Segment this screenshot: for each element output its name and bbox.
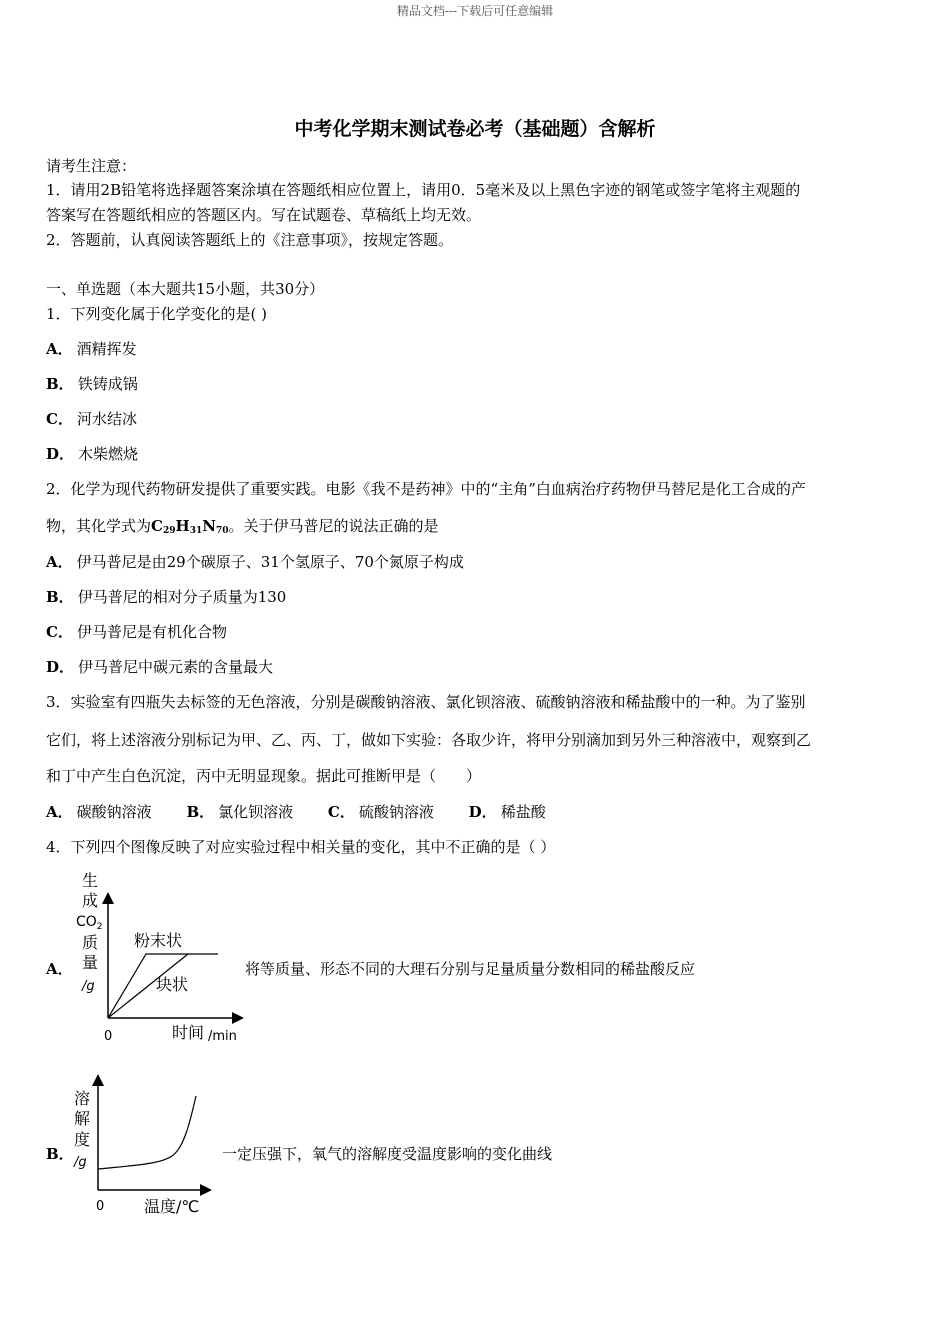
q4-option-a-graph: [68, 868, 248, 1048]
x-label-unit: /min: [208, 1029, 237, 1044]
q1-option-a: A． 酒精挥发: [46, 340, 137, 358]
q3-stem-line-1: 3．实验室有四瓶失去标签的无色溶液，分别是碳酸钠溶液、氯化钡溶液、硫酸钠溶液和稀盐酸中的一种。为了鉴别: [46, 693, 806, 711]
q1-option-b: B． 铁铸成锅: [46, 375, 138, 393]
q3-options: [46, 801, 546, 822]
q4-option-b-description: 一定压强下，氧气的溶解度受温度影响的变化曲线: [222, 1145, 553, 1163]
notice-heading: 请考生注意：: [46, 157, 137, 175]
q2-option-a: A． 伊马普尼是由29个碳原子、31个氢原子、70个氮原子构成: [46, 553, 464, 571]
q2-option-c: C． 伊马普尼是有机化合物: [46, 623, 227, 641]
q3-option-d: D． 稀盐酸: [468, 803, 546, 821]
q4-option-a-description: 将等质量、形态不同的大理石分别与足量质量分数相同的稀盐酸反应: [245, 960, 696, 978]
q4-option-b-letter: B．: [46, 1145, 74, 1163]
y-label-unit: /g: [82, 979, 95, 994]
q3-stem-line-2: 它们，将上述溶液分别标记为甲、乙、丙、丁，做如下实验：各取少许，将甲分别滴加到另外三种溶液中，观察到乙: [46, 731, 812, 749]
section-heading: 一、单选题（本大题共15小题，共30分）: [46, 280, 325, 298]
y-label-3: $CO_2$: [76, 914, 103, 932]
q3-option-c: C． 硫酸钠溶液: [327, 803, 434, 821]
q2-formula: $C_{29}H_{31}N_{70}$: [151, 517, 229, 536]
page-header: 精品文档---下载后可任意编辑: [396, 4, 554, 18]
notice-line-1: 1．请用2B铅笔将选择题答案涂填在答题纸相应位置上，请用0．5毫米及以上黑色字迹的钢笔或签字笔将主观题的: [46, 181, 801, 199]
y-label-1: 溶: [74, 1089, 91, 1108]
page-title: 中考化学期末测试卷必考（基础题）含解析: [294, 118, 656, 140]
q2-option-b: B． 伊马普尼的相对分子质量为130: [46, 588, 287, 606]
y-label-3: 度: [74, 1130, 91, 1149]
lump-label: 块状: [156, 975, 189, 994]
q1-option-d: D． 木柴燃烧: [46, 445, 139, 463]
y-label-4: 质: [82, 933, 99, 952]
q2-option-d: D． 伊马普尼中碳元素的含量最大: [46, 658, 274, 676]
y-label-2: 解: [74, 1109, 91, 1128]
q3-option-b: B． 氯化钡溶液: [186, 803, 294, 821]
x-label: 时间: [172, 1023, 205, 1042]
q2-stem-line-2: 物，其化学式为$C_{29}H_{31}N_{70}$。关于伊马普尼的说法正确的是: [46, 517, 439, 536]
q2-stem-line-1: 2．化学为现代药物研发提供了重要实践。电影《我不是药神》中的“主角”白血病治疗药物伊马替尼是化工合成的产: [46, 480, 806, 498]
q3-option-a: A． 碳酸钠溶液: [46, 803, 152, 821]
y-label-2: 成: [82, 891, 99, 910]
q4-option-a-letter: A．: [46, 960, 73, 978]
q4-stem: 4．下列四个图像反映了对应实验过程中相关量的变化，其中不正确的是（ ）: [46, 838, 556, 856]
y-label-5: 量: [82, 953, 99, 972]
y-label-unit: /g: [74, 1155, 87, 1170]
y-label-1: 生: [82, 871, 99, 890]
notice-line-1b: 答案写在答题纸相应的答题区内。写在试题卷、草稿纸上均无效。: [46, 206, 482, 224]
q4-option-b-graph: [68, 1072, 218, 1222]
x-label: 温度/℃: [144, 1197, 200, 1216]
solubility-curve: [98, 1096, 196, 1169]
q1-option-c: C． 河水结冰: [46, 410, 137, 428]
q3-stem-line-3: 和丁中产生白色沉淀，丙中无明显现象。据此可推断甲是（ ）: [46, 767, 482, 785]
origin-label: 0: [96, 1199, 105, 1214]
powder-label: 粉末状: [134, 931, 183, 950]
q1-stem: 1．下列变化属于化学变化的是( ): [46, 305, 268, 323]
notice-line-2: 2．答题前，认真阅读答题纸上的《注意事项》，按规定答题。: [46, 231, 454, 249]
origin-label: 0: [104, 1029, 113, 1044]
